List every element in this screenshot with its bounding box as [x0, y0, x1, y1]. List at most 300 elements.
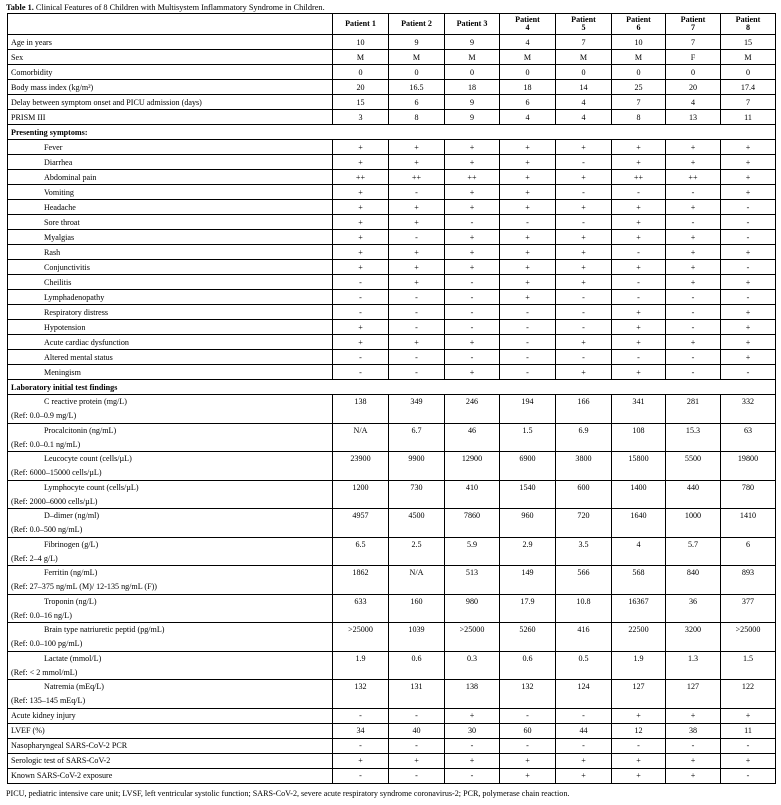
value-cell-patient-8: -: [721, 290, 776, 305]
value-cell-patient-7: +: [666, 260, 721, 275]
value-cell-patient-2: +: [389, 335, 445, 350]
table-row: [8, 768, 776, 784]
value-cell-patient-1: 6.5: [333, 537, 389, 551]
value-cell-patient-5: +: [556, 753, 612, 768]
section-row: [8, 380, 776, 395]
value-cell-patient-5: 720: [556, 509, 612, 523]
value-cell-patient-6: 127: [612, 680, 666, 694]
row-label: Altered mental status: [8, 350, 333, 365]
value-cell-patient-5: -: [556, 215, 612, 230]
row-label: C reactive protein (mg/L): [8, 395, 333, 409]
value-cell-patient-1: 3: [333, 110, 389, 125]
value-cell-patient-4: +: [500, 140, 556, 155]
value-cell-patient-8: 63: [721, 423, 776, 437]
empty-cell: [612, 665, 666, 679]
value-cell-patient-7: +: [666, 708, 721, 723]
empty-cell: [333, 637, 389, 651]
row-label: Age in years: [8, 35, 333, 50]
value-cell-patient-7: 3200: [666, 623, 721, 637]
value-cell-patient-1: 15: [333, 95, 389, 110]
header-line2: 4: [525, 23, 530, 32]
value-cell-patient-4: 0.6: [500, 651, 556, 665]
empty-cell: [333, 437, 389, 451]
value-cell-patient-3: +: [445, 365, 500, 380]
value-cell-patient-8: +: [721, 320, 776, 335]
value-cell-patient-5: 10.8: [556, 594, 612, 608]
value-cell-patient-3: -: [445, 738, 500, 753]
value-cell-patient-6: +: [612, 320, 666, 335]
row-label: Ferritin (ng/mL): [8, 566, 333, 580]
value-cell-patient-8: 15: [721, 35, 776, 50]
value-cell-patient-4: -: [500, 215, 556, 230]
empty-cell: [500, 580, 556, 594]
value-cell-patient-7: +: [666, 155, 721, 170]
table-row: [8, 260, 776, 275]
value-cell-patient-4: 4: [500, 110, 556, 125]
value-cell-patient-5: +: [556, 365, 612, 380]
value-cell-patient-8: -: [721, 215, 776, 230]
empty-cell: [500, 437, 556, 451]
value-cell-patient-7: 1000: [666, 509, 721, 523]
value-cell-patient-8: 122: [721, 680, 776, 694]
value-cell-patient-5: +: [556, 230, 612, 245]
value-cell-patient-4: 1540: [500, 480, 556, 494]
row-label: Body mass index (kg/m²): [8, 80, 333, 95]
value-cell-patient-2: +: [389, 260, 445, 275]
empty-cell: [612, 523, 666, 537]
value-cell-patient-8: +: [721, 140, 776, 155]
table-row: [8, 537, 776, 551]
header-line1: Patient: [735, 14, 761, 24]
empty-cell: [389, 551, 445, 565]
table-row: [8, 155, 776, 170]
value-cell-patient-6: 10: [612, 35, 666, 50]
value-cell-patient-8: -: [721, 365, 776, 380]
row-label: Meningism: [8, 365, 333, 380]
value-cell-patient-5: -: [556, 305, 612, 320]
value-cell-patient-3: 980: [445, 594, 500, 608]
table-row: [8, 95, 776, 110]
value-cell-patient-2: 0: [389, 65, 445, 80]
value-cell-patient-5: +: [556, 768, 612, 784]
value-cell-patient-6: 1400: [612, 480, 666, 494]
row-label: Brain type natriuretic peptid (pg/mL): [8, 623, 333, 637]
row-label: Comorbidity: [8, 65, 333, 80]
table-row: [8, 170, 776, 185]
empty-cell: [389, 608, 445, 622]
value-cell-patient-8: 0: [721, 65, 776, 80]
empty-cell: [445, 466, 500, 480]
header-line1: Patient 2: [401, 18, 432, 28]
row-label: Diarrhea: [8, 155, 333, 170]
empty-cell: [666, 409, 721, 423]
value-cell-patient-6: +: [612, 753, 666, 768]
table-row: [8, 275, 776, 290]
value-cell-patient-4: +: [500, 245, 556, 260]
value-cell-patient-6: M: [612, 50, 666, 65]
table-caption-text: Clinical Features of 8 Children with Multisystem Inflammatory Syndrome in Children.: [33, 3, 325, 12]
table-row: [8, 200, 776, 215]
empty-cell: [612, 637, 666, 651]
empty-cell: [612, 608, 666, 622]
row-label: Fever: [8, 140, 333, 155]
value-cell-patient-2: +: [389, 155, 445, 170]
value-cell-patient-2: -: [389, 768, 445, 784]
value-cell-patient-8: 7: [721, 95, 776, 110]
value-cell-patient-3: 0: [445, 65, 500, 80]
value-cell-patient-6: +: [612, 200, 666, 215]
value-cell-patient-1: -: [333, 708, 389, 723]
reference-row: [8, 551, 776, 565]
value-cell-patient-3: +: [445, 245, 500, 260]
value-cell-patient-6: -: [612, 738, 666, 753]
empty-cell: [333, 494, 389, 508]
value-cell-patient-2: 4500: [389, 509, 445, 523]
row-label: Myalgias: [8, 230, 333, 245]
value-cell-patient-6: -: [612, 185, 666, 200]
table-row: [8, 738, 776, 753]
value-cell-patient-1: -: [333, 365, 389, 380]
empty-cell: [500, 551, 556, 565]
value-cell-patient-4: 6: [500, 95, 556, 110]
value-cell-patient-1: +: [333, 230, 389, 245]
value-cell-patient-7: 15.3: [666, 423, 721, 437]
value-cell-patient-2: 1039: [389, 623, 445, 637]
empty-cell: [556, 694, 612, 708]
value-cell-patient-1: 10: [333, 35, 389, 50]
empty-cell: [445, 523, 500, 537]
section-row: [8, 125, 776, 140]
value-cell-patient-4: 5260: [500, 623, 556, 637]
empty-cell: [500, 608, 556, 622]
empty-cell: [556, 580, 612, 594]
row-label: Conjunctivitis: [8, 260, 333, 275]
value-cell-patient-4: -: [500, 365, 556, 380]
value-cell-patient-8: -: [721, 230, 776, 245]
value-cell-patient-4: 6900: [500, 452, 556, 466]
reference-range: (Ref: 2000–6000 cells/µL): [8, 494, 333, 508]
value-cell-patient-4: 960: [500, 509, 556, 523]
value-cell-patient-6: -: [612, 350, 666, 365]
value-cell-patient-7: ++: [666, 170, 721, 185]
value-cell-patient-2: ++: [389, 170, 445, 185]
value-cell-patient-4: -: [500, 350, 556, 365]
empty-cell: [389, 409, 445, 423]
row-label: Respiratory distress: [8, 305, 333, 320]
header-patient-4: [500, 14, 556, 35]
empty-cell: [333, 580, 389, 594]
value-cell-patient-4: 149: [500, 566, 556, 580]
empty-cell: [721, 523, 776, 537]
empty-cell: [445, 409, 500, 423]
header-line2: 7: [690, 23, 696, 32]
table-row: [8, 395, 776, 409]
value-cell-patient-3: -: [445, 275, 500, 290]
value-cell-patient-7: 20: [666, 80, 721, 95]
section-title: Laboratory initial test findings: [8, 380, 776, 395]
header-line1: Patient: [680, 14, 706, 24]
empty-cell: [445, 551, 500, 565]
value-cell-patient-8: >25000: [721, 623, 776, 637]
empty-cell: [445, 608, 500, 622]
table-row: [8, 651, 776, 665]
row-label: Acute cardiac dysfunction: [8, 335, 333, 350]
value-cell-patient-8: +: [721, 708, 776, 723]
table-row: [8, 140, 776, 155]
table-row: [8, 423, 776, 437]
value-cell-patient-2: 6.7: [389, 423, 445, 437]
reference-range: (Ref: 0.0–500 ng/mL): [8, 523, 333, 537]
value-cell-patient-2: -: [389, 708, 445, 723]
table-row: [8, 245, 776, 260]
empty-cell: [721, 437, 776, 451]
value-cell-patient-6: 341: [612, 395, 666, 409]
empty-cell: [666, 665, 721, 679]
value-cell-patient-2: 0.6: [389, 651, 445, 665]
value-cell-patient-5: 124: [556, 680, 612, 694]
value-cell-patient-8: 11: [721, 723, 776, 738]
empty-cell: [333, 466, 389, 480]
value-cell-patient-3: 7860: [445, 509, 500, 523]
reference-range: (Ref: < 2 mmol/mL): [8, 665, 333, 679]
value-cell-patient-2: -: [389, 738, 445, 753]
value-cell-patient-4: -: [500, 305, 556, 320]
empty-cell: [721, 608, 776, 622]
value-cell-patient-7: 1.3: [666, 651, 721, 665]
value-cell-patient-5: 7: [556, 35, 612, 50]
value-cell-patient-3: 246: [445, 395, 500, 409]
empty-cell: [666, 551, 721, 565]
header-patient-3: [445, 14, 500, 35]
value-cell-patient-8: +: [721, 305, 776, 320]
value-cell-patient-3: +: [445, 335, 500, 350]
value-cell-patient-8: 11: [721, 110, 776, 125]
empty-cell: [666, 494, 721, 508]
value-cell-patient-8: +: [721, 170, 776, 185]
empty-cell: [556, 409, 612, 423]
value-cell-patient-4: 18: [500, 80, 556, 95]
value-cell-patient-8: -: [721, 200, 776, 215]
reference-row: [8, 694, 776, 708]
value-cell-patient-1: ++: [333, 170, 389, 185]
value-cell-patient-1: -: [333, 275, 389, 290]
value-cell-patient-8: 377: [721, 594, 776, 608]
empty-cell: [612, 437, 666, 451]
value-cell-patient-1: -: [333, 350, 389, 365]
value-cell-patient-5: 166: [556, 395, 612, 409]
header-patient-1: [333, 14, 389, 35]
reference-range: (Ref: 0.0–0.9 mg/L): [8, 409, 333, 423]
value-cell-patient-6: -: [612, 290, 666, 305]
value-cell-patient-3: -: [445, 305, 500, 320]
value-cell-patient-7: 7: [666, 35, 721, 50]
clinical-features-table: [7, 13, 776, 784]
row-label: Headache: [8, 200, 333, 215]
value-cell-patient-1: +: [333, 753, 389, 768]
value-cell-patient-3: -: [445, 320, 500, 335]
empty-cell: [666, 608, 721, 622]
value-cell-patient-7: 5.7: [666, 537, 721, 551]
row-label: PRISM III: [8, 110, 333, 125]
table-row: [8, 110, 776, 125]
value-cell-patient-6: -: [612, 275, 666, 290]
value-cell-patient-1: 633: [333, 594, 389, 608]
value-cell-patient-7: 4: [666, 95, 721, 110]
value-cell-patient-8: +: [721, 335, 776, 350]
value-cell-patient-7: -: [666, 290, 721, 305]
row-label: D–dimer (ng/ml): [8, 509, 333, 523]
value-cell-patient-1: 1.9: [333, 651, 389, 665]
value-cell-patient-2: 9: [389, 35, 445, 50]
value-cell-patient-7: +: [666, 275, 721, 290]
header-line2: 8: [745, 23, 751, 32]
row-label: Sex: [8, 50, 333, 65]
value-cell-patient-8: 6: [721, 537, 776, 551]
value-cell-patient-3: +: [445, 260, 500, 275]
empty-cell: [556, 437, 612, 451]
value-cell-patient-7: 440: [666, 480, 721, 494]
reference-row: [8, 494, 776, 508]
value-cell-patient-8: -: [721, 768, 776, 784]
empty-cell: [333, 409, 389, 423]
value-cell-patient-6: 1640: [612, 509, 666, 523]
value-cell-patient-6: +: [612, 140, 666, 155]
value-cell-patient-2: -: [389, 305, 445, 320]
value-cell-patient-1: 23900: [333, 452, 389, 466]
value-cell-patient-5: -: [556, 708, 612, 723]
row-label: Known SARS-CoV-2 exposure: [8, 768, 333, 784]
value-cell-patient-5: 416: [556, 623, 612, 637]
table-row: [8, 566, 776, 580]
empty-cell: [500, 637, 556, 651]
value-cell-patient-4: +: [500, 768, 556, 784]
value-cell-patient-8: +: [721, 155, 776, 170]
reference-row: [8, 608, 776, 622]
table-row: [8, 230, 776, 245]
empty-cell: [445, 437, 500, 451]
table-row: [8, 723, 776, 738]
reference-row: [8, 466, 776, 480]
empty-cell: [556, 494, 612, 508]
table-row: [8, 350, 776, 365]
empty-cell: [721, 637, 776, 651]
empty-cell: [500, 523, 556, 537]
value-cell-patient-6: 22500: [612, 623, 666, 637]
table-row: [8, 452, 776, 466]
reference-range: (Ref: 27–375 ng/mL (M)/ 12-135 ng/mL (F)): [8, 580, 333, 594]
reference-row: [8, 523, 776, 537]
value-cell-patient-7: 38: [666, 723, 721, 738]
value-cell-patient-7: 5500: [666, 452, 721, 466]
empty-cell: [612, 466, 666, 480]
table-row: [8, 290, 776, 305]
value-cell-patient-2: +: [389, 275, 445, 290]
empty-cell: [612, 494, 666, 508]
value-cell-patient-5: 44: [556, 723, 612, 738]
value-cell-patient-2: 160: [389, 594, 445, 608]
reference-row: [8, 409, 776, 423]
value-cell-patient-1: 1200: [333, 480, 389, 494]
value-cell-patient-6: +: [612, 335, 666, 350]
value-cell-patient-2: 349: [389, 395, 445, 409]
value-cell-patient-5: +: [556, 170, 612, 185]
empty-cell: [666, 437, 721, 451]
value-cell-patient-2: -: [389, 230, 445, 245]
value-cell-patient-1: M: [333, 50, 389, 65]
empty-cell: [500, 466, 556, 480]
row-label: Cheilitis: [8, 275, 333, 290]
reference-range: (Ref: 6000–15000 cells/µL): [8, 466, 333, 480]
value-cell-patient-5: 600: [556, 480, 612, 494]
row-label: Natremia (mEq/L): [8, 680, 333, 694]
value-cell-patient-8: 332: [721, 395, 776, 409]
value-cell-patient-8: 780: [721, 480, 776, 494]
value-cell-patient-1: -: [333, 305, 389, 320]
empty-cell: [721, 694, 776, 708]
value-cell-patient-5: 4: [556, 110, 612, 125]
value-cell-patient-4: -: [500, 708, 556, 723]
value-cell-patient-3: 9: [445, 35, 500, 50]
value-cell-patient-8: +: [721, 245, 776, 260]
value-cell-patient-6: +: [612, 155, 666, 170]
value-cell-patient-7: -: [666, 365, 721, 380]
value-cell-patient-5: 6.9: [556, 423, 612, 437]
value-cell-patient-6: 568: [612, 566, 666, 580]
table-row: [8, 320, 776, 335]
header-line2: 5: [581, 23, 586, 32]
value-cell-patient-2: 131: [389, 680, 445, 694]
value-cell-patient-3: +: [445, 140, 500, 155]
empty-cell: [500, 409, 556, 423]
table-row: [8, 594, 776, 608]
value-cell-patient-1: +: [333, 200, 389, 215]
value-cell-patient-6: 16367: [612, 594, 666, 608]
value-cell-patient-4: 1.5: [500, 423, 556, 437]
value-cell-patient-7: +: [666, 245, 721, 260]
row-label: Procalcitonin (ng/mL): [8, 423, 333, 437]
table-row: [8, 480, 776, 494]
table-caption: [6, 2, 325, 13]
section-title: Presenting symptoms:: [8, 125, 776, 140]
value-cell-patient-3: -: [445, 350, 500, 365]
value-cell-patient-6: 7: [612, 95, 666, 110]
value-cell-patient-6: 0: [612, 65, 666, 80]
value-cell-patient-6: +: [612, 305, 666, 320]
value-cell-patient-8: 17.4: [721, 80, 776, 95]
value-cell-patient-3: +: [445, 200, 500, 215]
value-cell-patient-3: -: [445, 215, 500, 230]
row-label: Hypotension: [8, 320, 333, 335]
value-cell-patient-1: 0: [333, 65, 389, 80]
value-cell-patient-6: 108: [612, 423, 666, 437]
header-line1: Patient 1: [345, 18, 376, 28]
value-cell-patient-8: 19800: [721, 452, 776, 466]
value-cell-patient-5: 3800: [556, 452, 612, 466]
value-cell-patient-6: +: [612, 215, 666, 230]
value-cell-patient-7: 281: [666, 395, 721, 409]
value-cell-patient-1: 132: [333, 680, 389, 694]
value-cell-patient-7: 0: [666, 65, 721, 80]
value-cell-patient-3: +: [445, 155, 500, 170]
value-cell-patient-1: 4957: [333, 509, 389, 523]
empty-cell: [556, 466, 612, 480]
empty-cell: [445, 494, 500, 508]
value-cell-patient-2: +: [389, 753, 445, 768]
table-row: [8, 509, 776, 523]
value-cell-patient-6: 1.9: [612, 651, 666, 665]
empty-cell: [556, 665, 612, 679]
empty-cell: [721, 466, 776, 480]
